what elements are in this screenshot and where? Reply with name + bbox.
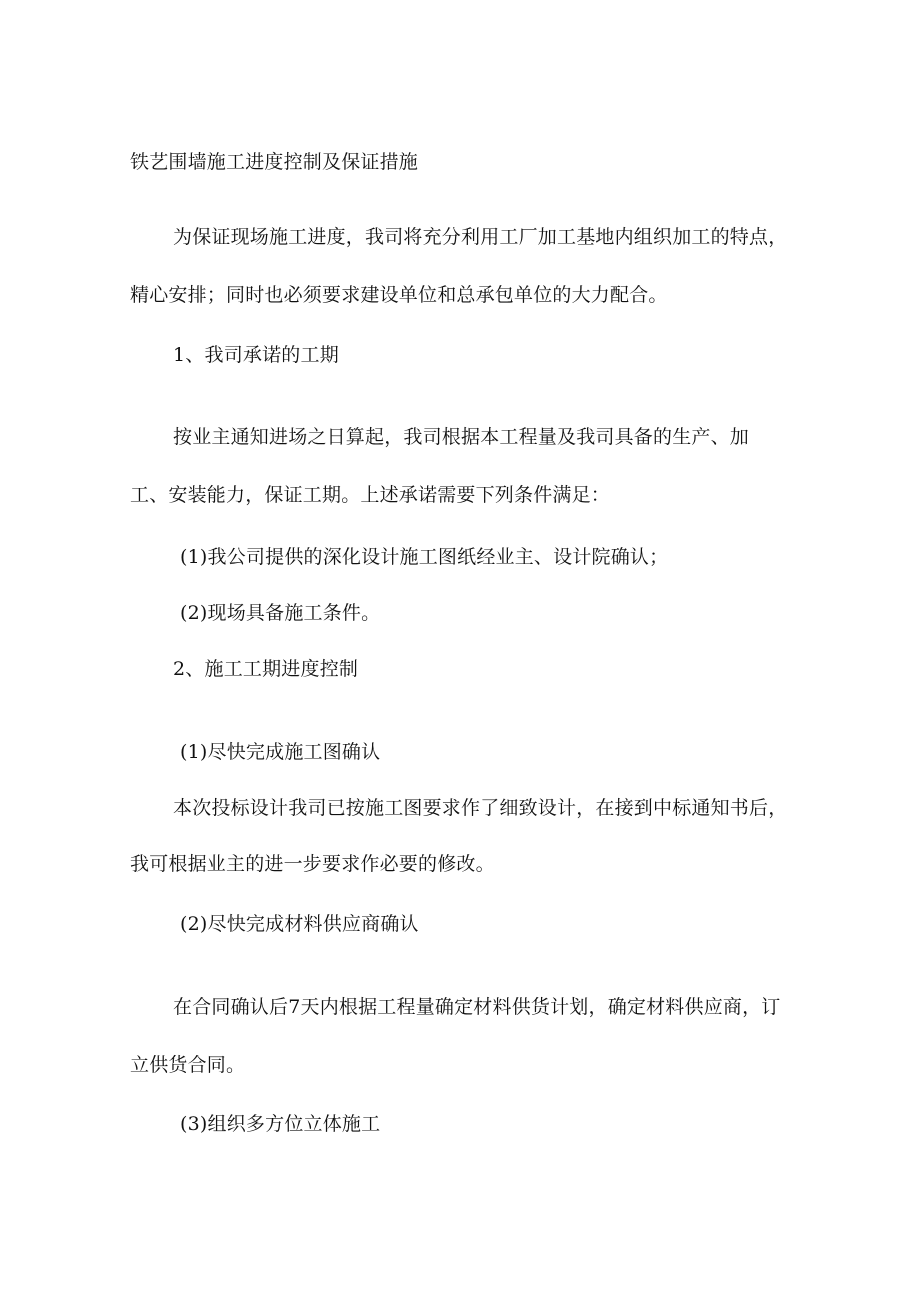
section-2-heading: 2、施工工期进度控制 xyxy=(173,658,359,680)
section-2-subheading-2: (2)尽快完成材料供应商确认 xyxy=(180,913,419,935)
section-2-sub-1-paragraph-line-1: 本次投标设计我司已按施工图要求作了细致设计，在接到中标通知书后， xyxy=(173,797,788,819)
intro-paragraph-line-2: 精心安排；同时也必须要求建设单位和总承包单位的大力配合。 xyxy=(130,284,668,306)
section-2-sub-2-paragraph-line-2: 立供货合同。 xyxy=(130,1054,246,1076)
section-2-subheading-3: (3)组织多方位立体施工 xyxy=(180,1113,381,1135)
section-1-heading: 1、我司承诺的工期 xyxy=(173,344,339,366)
document-title: 铁艺围墙施工进度控制及保证措施 xyxy=(130,151,419,173)
intro-paragraph-line-1: 为保证现场施工进度，我司将充分利用工厂加工基地内组织加工的特点， xyxy=(173,226,788,248)
section-1-paragraph-line-2: 工、安装能力，保证工期。上述承诺需要下列条件满足： xyxy=(130,484,611,506)
section-1-condition-1: (1)我公司提供的深化设计施工图纸经业主、设计院确认； xyxy=(180,546,669,568)
section-2-sub-2-paragraph-line-1: 在合同确认后7天内根据工程量确定材料供货计划，确定材料供应商，订 xyxy=(173,996,781,1018)
section-1-condition-2: (2)现场具备施工条件。 xyxy=(180,602,381,624)
section-1-paragraph-line-1: 按业主通知进场之日算起，我司根据本工程量及我司具备的生产、加 xyxy=(173,426,750,448)
section-2-sub-1-paragraph-line-2: 我可根据业主的进一步要求作必要的修改。 xyxy=(130,853,495,875)
section-2-subheading-1: (1)尽快完成施工图确认 xyxy=(180,741,381,763)
